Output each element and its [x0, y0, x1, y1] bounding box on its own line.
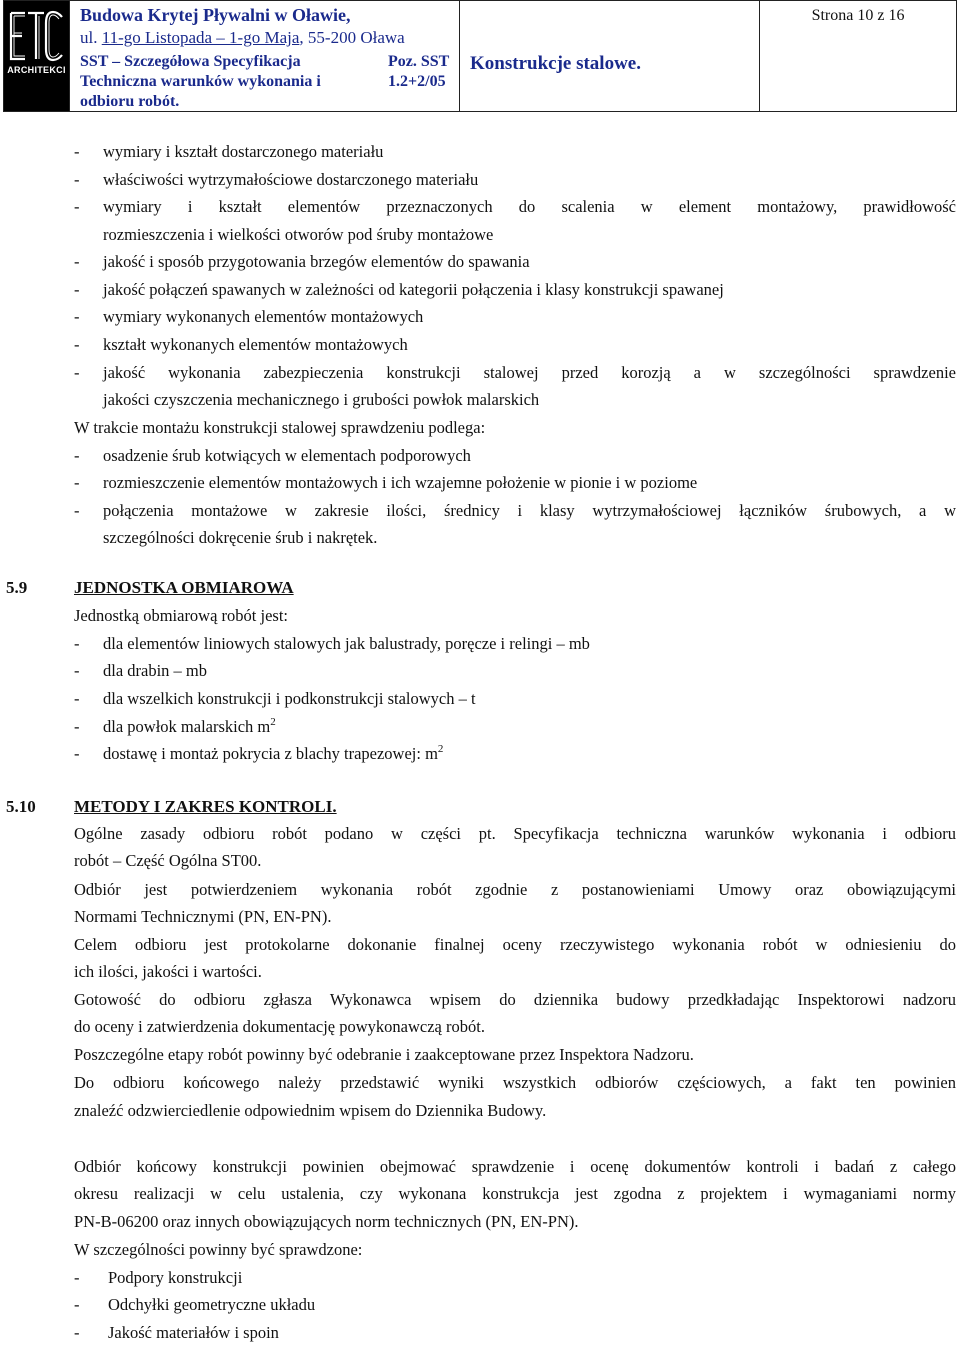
- project-address: [80, 28, 405, 48]
- montaz-intro: W trakcie montażu konstrukcji stalowej sprawdzeniu podlega:: [74, 418, 486, 437]
- list-item: Jakość materiałów i spoin: [108, 1323, 279, 1342]
- bullet-dash: -: [74, 142, 80, 161]
- list-item: właściwości wytrzymałościowe dostarczonego materiału: [103, 170, 479, 189]
- address-prefix: ul.: [80, 28, 102, 47]
- list-item-continuation: szczególności dokręcenie śrub i nakrętek.: [103, 528, 378, 547]
- bullet-dash: -: [74, 446, 80, 465]
- list-item: osadzenie śrub kotwiących w elementach podporowych: [103, 446, 471, 465]
- poz-line-2: 1.2+2/05: [388, 73, 446, 90]
- list-item: jakość i sposób przygotowania brzegów elementów do spawania: [103, 252, 530, 271]
- paragraph-line: W szczególności powinny być sprawdzone:: [74, 1240, 363, 1259]
- bullet-dash: -: [74, 501, 80, 520]
- bullet-dash: -: [74, 1323, 80, 1342]
- spec-line-1: SST – Szczegółowa Specyfikacja: [80, 53, 301, 70]
- paragraph-line: robót – Część Ogólna ST00.: [74, 851, 262, 870]
- list-item: wymiary i kształt elementów przeznaczonych do scalenia w element montażowy, prawidłowość: [103, 197, 956, 216]
- paragraph-line: Poszczególne etapy robót powinny być odebranie i zaakceptowane przez Inspektora Nadzoru.: [74, 1045, 694, 1064]
- position-code: [388, 52, 449, 92]
- paragraph-line: Normami Technicznymi (PN, EN-PN).: [74, 907, 332, 926]
- section-heading: METODY I ZAKRES KONTROLI.: [74, 797, 337, 816]
- page-number: Strona 10 z 16: [811, 7, 905, 24]
- section-heading: JEDNOSTKA OBMIAROWA: [74, 578, 294, 597]
- page-number-cell: [760, 1, 956, 111]
- paragraph-line: do oceny i zatwierdzenia dokumentację powykonawczą robót.: [74, 1017, 485, 1036]
- bullet-dash: -: [74, 689, 80, 708]
- address-street: 11-go Listopada – 1-go Maja: [101, 28, 300, 47]
- bullet-dash: -: [74, 197, 80, 216]
- list-item: wymiary wykonanych elementów montażowych: [103, 307, 424, 326]
- poz-line-1: Poz. SST: [388, 53, 450, 70]
- etc-logo: [8, 7, 66, 67]
- paragraph-line: Ogólne zasady odbioru robót podano w części pt. Specyfikacja techniczna warunków wykonania i odbioru: [74, 824, 956, 843]
- logo-subtitle: ARCHITEKCI: [7, 65, 66, 75]
- list-item: połączenia montażowe w zakresie ilości, średnicy i klasy wytrzymałościowej łączników śrubowych, a w: [103, 501, 956, 520]
- paragraph-line: Do odbioru końcowego należy przedstawić wyniki wszystkich odbiorów częściowych, a fakt ten powinien: [74, 1073, 956, 1092]
- list-item: jakość połączeń spawanych w zależności od kategorii połączenia i klasy konstrukcji spawanej: [103, 280, 724, 299]
- paragraph-line: Gotowość do odbioru zgłasza Wykonawca wpisem do dziennika budowy przedkładając Inspektorowi nadzoru: [74, 990, 956, 1009]
- paragraph-line: Odbiór jest potwierdzeniem wykonania robót zgodnie z postanowieniami Umowy oraz obowiązującymi: [74, 880, 956, 899]
- logo-cell: [4, 1, 70, 111]
- list-item: dla elementów liniowych stalowych jak balustrady, poręcze i relingi – mb: [103, 634, 590, 653]
- list-item-text: dostawę i montaż pokrycia z blachy trapezowej: m: [103, 744, 438, 763]
- bullet-dash: -: [74, 170, 80, 189]
- bullet-dash: -: [74, 473, 80, 492]
- bullet-dash: -: [74, 335, 80, 354]
- paragraph-line: znaleźć odzwierciedlenie odpowiednim wpisem do Dziennika Budowy.: [74, 1101, 547, 1120]
- project-address-cell: [70, 1, 460, 111]
- section-number: 5.9: [6, 578, 28, 597]
- bullet-dash: -: [74, 307, 80, 326]
- list-item: rozmieszczenie elementów montażowych i ich wzajemne położenie w pionie i w poziome: [103, 473, 698, 492]
- list-item: [103, 717, 276, 737]
- superscript: 2: [270, 716, 276, 728]
- superscript: 2: [437, 743, 444, 755]
- list-item-text: dla powłok malarskich m: [103, 717, 271, 736]
- spec-line-2: Techniczna warunków wykonania i: [80, 73, 321, 90]
- section-title: Konstrukcje stalowe.: [470, 53, 641, 74]
- list-item: dla wszelkich konstrukcji i podkonstrukcji stalowych – t: [103, 689, 476, 708]
- bullet-dash: -: [74, 634, 80, 653]
- bullet-dash: -: [74, 363, 80, 382]
- paragraph-line: PN-B-06200 oraz innych obowiązujących norm technicznych (PN, EN-PN).: [74, 1212, 579, 1231]
- document-header: [3, 0, 957, 112]
- bullet-dash: -: [74, 744, 80, 763]
- list-item: Podpory konstrukcji: [108, 1268, 243, 1287]
- bullet-dash: -: [74, 280, 80, 299]
- bullet-dash: -: [74, 661, 80, 680]
- list-item: [103, 744, 443, 764]
- bullet-dash: -: [74, 252, 80, 271]
- list-item: dla drabin – mb: [103, 661, 208, 680]
- paragraph-line: ich ilości, jakości i wartości.: [74, 962, 262, 981]
- bullet-dash: -: [74, 1268, 80, 1287]
- list-item-continuation: rozmieszczenia i wielkości otworów pod śruby montażowe: [103, 225, 494, 244]
- list-item: wymiary i kształt dostarczonego materiału: [103, 142, 384, 161]
- paragraph-line: Celem odbioru jest protokolarne dokonanie finalnej oceny rzeczywistego wykonania robót w odniesieniu do: [74, 935, 956, 954]
- list-item-continuation: jakości czyszczenia mechanicznego i grubości powłok malarskich: [103, 390, 540, 409]
- section-intro: Jednostką obmiarową robót jest:: [74, 606, 289, 625]
- address-suffix: , 55-200 Oława: [299, 28, 405, 47]
- spec-description: [80, 52, 380, 112]
- list-item: jakość wykonania zabezpieczenia konstrukcji stalowej przed korozją a w szczególności sprawdzenie: [103, 363, 956, 382]
- spec-line-3: odbioru robót.: [80, 93, 180, 110]
- section-number: 5.10: [6, 797, 36, 816]
- list-item: kształt wykonanych elementów montażowych: [103, 335, 408, 354]
- project-name: Budowa Krytej Pływalni w Oławie,: [80, 5, 351, 25]
- list-item: Odchyłki geometryczne układu: [108, 1295, 316, 1314]
- bullet-dash: -: [74, 717, 80, 736]
- paragraph-line: okresu realizacji w celu ustalenia, czy wykonana konstrukcja jest zgodna z projektem i wymaganiami normy: [74, 1184, 956, 1203]
- paragraph-line: Odbiór końcowy konstrukcji powinien obejmować sprawdzenie i ocenę dokumentów kontroli i badań z całego: [74, 1157, 956, 1176]
- section-title-cell: [460, 1, 760, 111]
- bullet-dash: -: [74, 1295, 80, 1314]
